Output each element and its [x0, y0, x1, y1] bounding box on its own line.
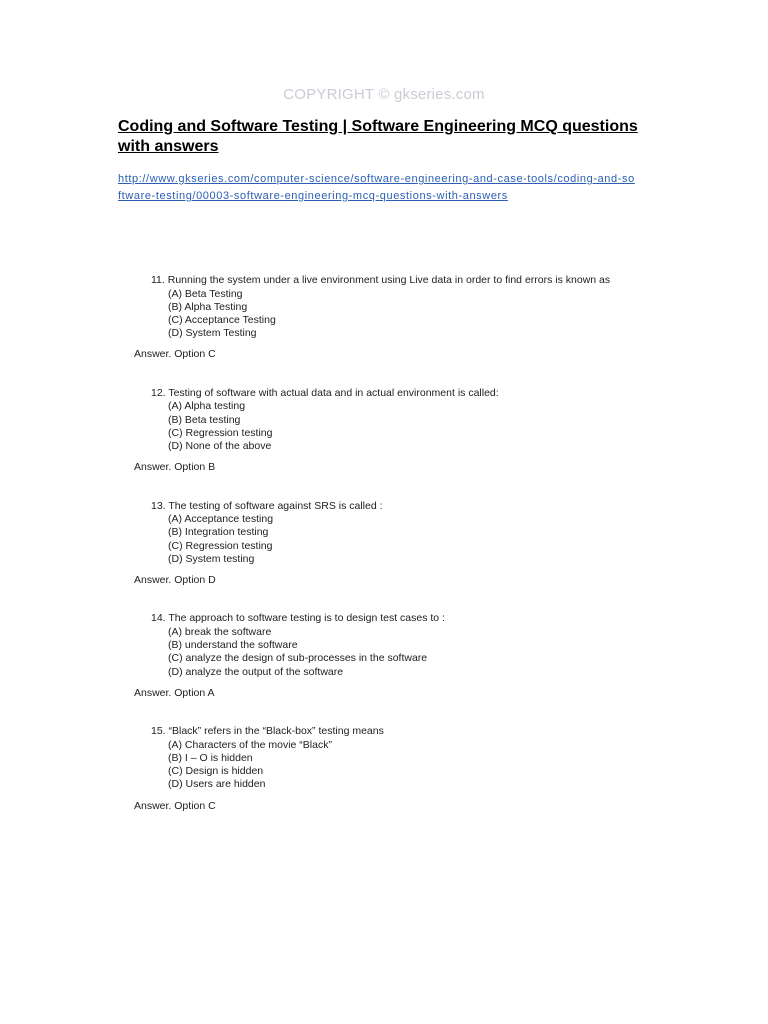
answer-text: Answer. Option D: [134, 573, 216, 586]
option-b: (B) Beta testing: [168, 413, 241, 426]
option-c: (C) Regression testing: [168, 426, 273, 439]
option-b: (B) understand the software: [168, 639, 298, 652]
option-c: (C) Acceptance Testing: [168, 313, 276, 326]
option-c: (C) analyze the design of sub-processes in the software: [168, 652, 428, 665]
question-text: 12. Testing of software with actual data and in actual environment is called:: [151, 386, 499, 399]
answer-text: Answer. Option B: [134, 461, 216, 474]
question-text: 15. “Black” refers in the “Black-box” testing means: [151, 725, 384, 738]
option-list: [134, 513, 654, 566]
question-15: [134, 725, 654, 813]
option-list: [134, 288, 654, 341]
option-d: (D) None of the above: [168, 439, 272, 452]
option-b: (B) Integration testing: [168, 526, 269, 539]
question-text: 14. The approach to software testing is to design test cases to :: [151, 612, 445, 625]
question-text: 11. Running the system under a live environment using Live data in order to find errors is known as: [151, 274, 611, 286]
question-list: [134, 274, 654, 838]
question-12: [134, 387, 654, 475]
option-d: (D) System testing: [168, 552, 255, 565]
option-b: (B) I – O is hidden: [168, 751, 253, 764]
option-b: (B) Alpha Testing: [168, 300, 248, 313]
question-14: [134, 612, 654, 700]
copyright-watermark: COPYRIGHT © gkseries.com: [283, 86, 485, 103]
option-a: (A) Characters of the movie “Black”: [168, 738, 332, 751]
option-c: (C) Design is hidden: [168, 765, 264, 778]
option-d: (D) System Testing: [168, 327, 257, 340]
page-title: Coding and Software Testing | Software Engineering MCQ questions with answers: [118, 118, 638, 155]
answer-text: Answer. Option C: [134, 348, 216, 361]
question-13: [134, 500, 654, 588]
option-list: [134, 400, 654, 453]
option-c: (C) Regression testing: [168, 539, 273, 552]
answer-text: Answer. Option C: [134, 799, 216, 812]
option-list: [134, 739, 654, 792]
option-a: (A) Alpha testing: [168, 400, 246, 413]
option-list: [134, 626, 654, 679]
source-link[interactable]: http://www.gkseries.com/computer-science/software-engineering-and-case-tools/coding-and-software-testing/00003-software-engineering-mcq-questions-with-answers: [118, 173, 635, 202]
option-d: (D) Users are hidden: [168, 778, 266, 791]
question-11: [134, 274, 654, 362]
option-d: (D) analyze the output of the software: [168, 665, 344, 678]
question-text: 13. The testing of software against SRS is called :: [151, 499, 383, 512]
option-a: (A) Acceptance testing: [168, 513, 274, 526]
option-a: (A) Beta Testing: [168, 287, 243, 300]
option-a: (A) break the software: [168, 625, 272, 638]
answer-text: Answer. Option A: [134, 686, 215, 699]
